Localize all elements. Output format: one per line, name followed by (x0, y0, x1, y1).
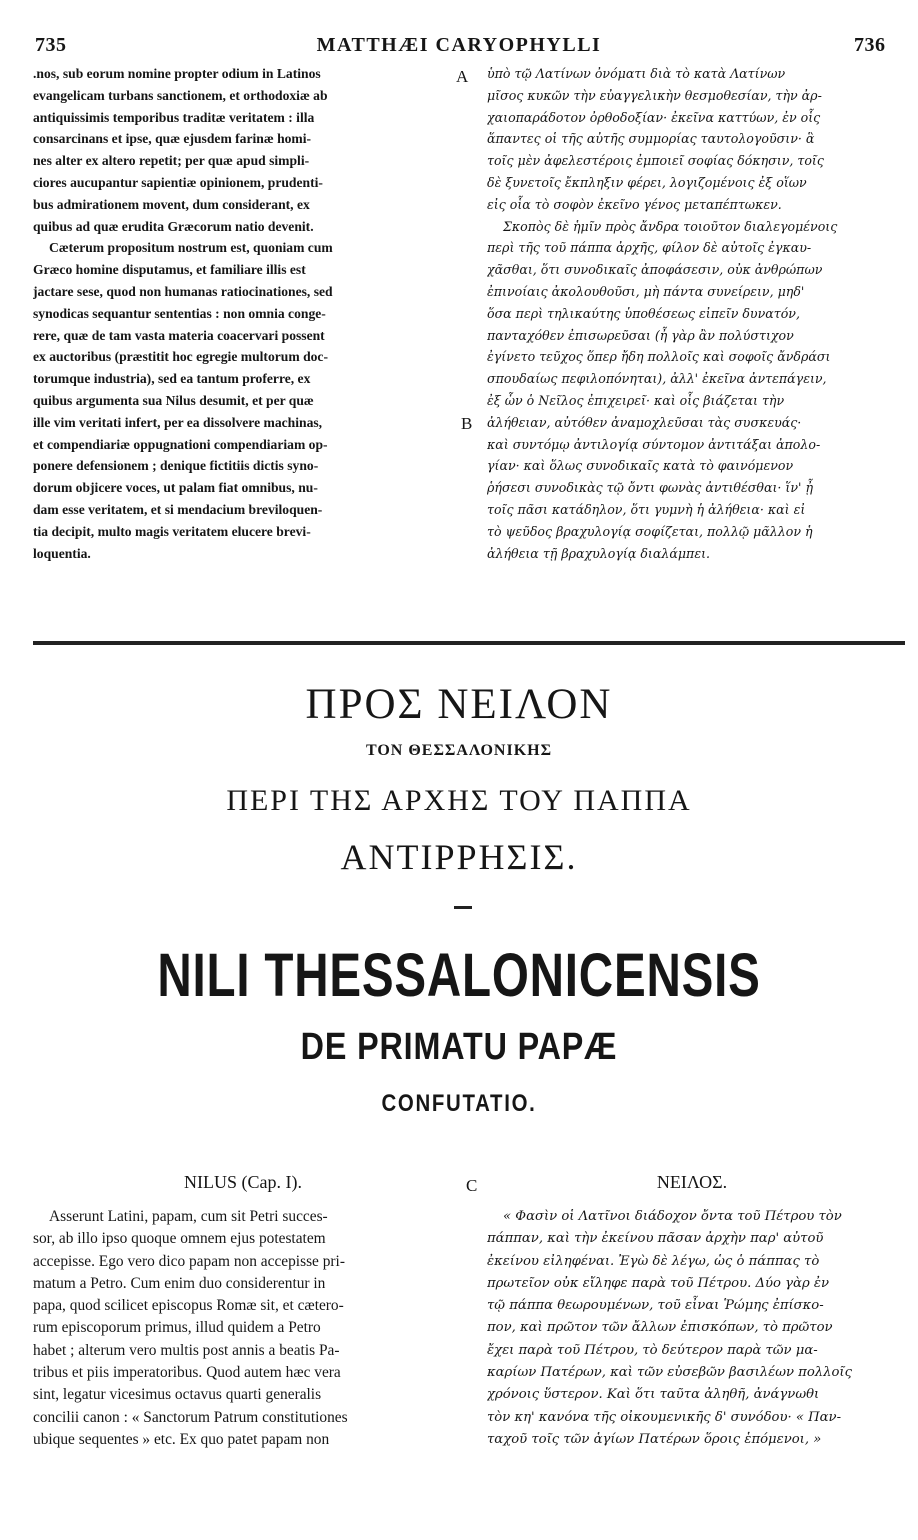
text-line: loquentia. (33, 545, 91, 561)
greek-section-heading: ΝΕΙΛΟΣ. (656, 1172, 728, 1192)
text-line: ἐγίνετο τεῦχος ὅπερ ἤδη πολλοῖς καὶ σοφοῖς ἄνδράσι (487, 349, 831, 365)
margin-letter-c: C (466, 1176, 478, 1195)
greek-title: ΠΡΟΣ ΝΕΙΛΟΝ (305, 681, 613, 728)
text-line: ciores aucupantur sapientiæ opinionem, prudenti- (33, 174, 323, 190)
margin-letter-b: B (461, 414, 473, 433)
text-line: dorum objicere voces, ut palam fiat omnibus, nu- (33, 480, 318, 496)
latin-section-heading: NILUS (Cap. I). (184, 1172, 302, 1192)
text-line: τῷ πάππα θεωρουμένων, τοῦ εἶναι Ῥώμης ἐπίσκο- (487, 1298, 824, 1314)
text-line: τοῖς μὲν ἀφελεστέροις ἐμποιεῖ σοφίας δόκησιν, τοῖς (487, 153, 824, 169)
page-number-right: 736 (854, 34, 886, 56)
text-line: χᾶσθαι, ὅτι συνοδικαῖς ἀποφάσεσιν, οὐκ ἀνθρώπων (487, 262, 823, 278)
text-line: ponere defensionem ; denique fictitiis dictis syno- (33, 458, 319, 474)
text-line: χρόνοις ὕστερον. Καὶ ὅτι ταῦτα ἀληθῆ, ἀνάγνωθι (487, 1387, 820, 1403)
text-line: πρωτεῖον οὐκ εἴληφε παρὰ τοῦ Πέτρου. Δύο γὰρ ἐν (487, 1275, 829, 1291)
text-line: sint, legatur vicesimus octavus quarti generalis (33, 1386, 322, 1404)
text-line: torumque industria), sed ea tantum proferre, ex (33, 371, 311, 387)
text-line: Cæterum propositum nostrum est, quoniam cum (49, 240, 333, 256)
text-line: jactare sese, quod non humanas ratiocinationes, sed (33, 283, 333, 299)
text-line: πον, καὶ πρῶτον τῶν ἄλλων ἐπισκόπων, τὸ πρῶτον (487, 1320, 833, 1336)
text-line: nes alter ex altero repetit; per quæ apud simpli- (33, 153, 310, 169)
text-line: ille vim veritati infert, per ea dissolvere machinas, (33, 414, 323, 430)
text-line: Σκοπὸς δὲ ἡμῖν πρὸς ἄνδρα τοιοῦτον διαλεγομένοις (503, 218, 838, 234)
text-line: sor, ab illo ipso quoque omnem ejus potestatem (33, 1230, 326, 1248)
text-line: tribus et piis imperatoribus. Quod autem hæc vera (33, 1364, 341, 1382)
text-line: Græco homine disputamus, et familiare illis est (33, 262, 306, 278)
latin-title-line2: DE PRIMATU PAPÆ (300, 1026, 618, 1068)
text-line: δὲ ξυνετοῖς ἔκπληξιν φέρει, λογιζομένοις ἐξ οἵων (487, 174, 807, 190)
text-line: καὶ συντόμῳ ἀντιλογίᾳ σύντομον ἀντιτάξαι ἀπολο- (487, 436, 821, 452)
greek-title-line3: ΠΕΡΙ ΤΗΣ ΑΡΧΗΣ ΤΟΥ ΠΑΠΠΑ (226, 784, 692, 817)
text-line: ἀλήθειαν, αὐτόθεν ἀναμοχλεῦσαι τὰς συσκευάς· (487, 414, 802, 430)
text-line: dam esse veritatem, et si mendacium breviloquen- (33, 501, 323, 517)
title-dash (454, 906, 472, 909)
text-line: quibus ad quæ erudita Græcorum natio devenit. (33, 218, 314, 234)
text-line: τοῖς πᾶσι κατάδηλον, ὅτι γυμνὴ ἡ ἀλήθεια· καὶ εἰ (487, 501, 806, 517)
latin-column-top (33, 63, 453, 564)
text-line: bus admirationem movent, dum considerant, ex (33, 196, 310, 212)
latin-title: NILI THESSALONICENSIS (157, 941, 761, 1009)
text-line: ἔχει παρὰ τοῦ Πέτρου, τὸ δεύτερον παρὰ τῶν μα- (487, 1342, 818, 1358)
text-line: accepisse. Ego vero dico papam non accepisse pri- (33, 1252, 345, 1270)
text-line: quibus argumenta sua Nilus desumit, et per quæ (33, 392, 314, 408)
text-line: habet ; alterum vero multis post annis a beatis Pa- (33, 1341, 340, 1359)
text-line: πανταχόθεν ἐπισωρεῦσαι (ἦ γὰρ ἂν πολύστιχον (487, 327, 794, 343)
text-line: μῖσος κυκῶν τὴν εὐαγγελικὴν θεσμοθεσίαν, τὴν ἀρ- (487, 87, 822, 103)
greek-column-top (487, 63, 897, 564)
text-line: ῥήσεσι συνοδικὰς τῷ ὄντι φωνὰς ἀντιθέσθαι· ἵν' ᾖ (487, 480, 813, 496)
text-line: ex auctoribus (præstitit hoc egregie multorum doc- (33, 349, 328, 365)
page-number-left: 735 (35, 34, 67, 56)
text-line: matum a Petro. Cum enim duo considerentur in (33, 1274, 326, 1292)
text-line: ἐκείνου εἰληφέναι. Ἐγὼ δὲ λέγω, ὡς ὁ πάππας τὸ (487, 1253, 820, 1269)
text-line: σπουδαίως πεφιλοπόνηται), ἀλλ' ἐκεῖνα ἀντεπάγειν, (487, 371, 827, 387)
text-line: concilii canon : « Sanctorum Patrum constitutiones (33, 1408, 348, 1426)
text-line: τὸ ψεῦδος βραχυλογίᾳ σοφίζεται, πολλῷ μᾶλλον ἡ (487, 523, 813, 539)
text-line: ἐξ ὧν ὁ Νεῖλος ἐπιχειρεῖ· καὶ οἷς βιάζεται τὴν (487, 392, 785, 408)
text-line: ἀλήθεια τῇ βραχυλογίᾳ διαλάμπει. (487, 545, 711, 561)
text-line: πάππαν, καὶ τὴν ἐκείνου πᾶσαν ἀρχὴν παρ' αὐτοῦ (487, 1231, 824, 1247)
text-line: εἰς οἷα τὸ σοφὸν ἐκεῖνο γένος μεταπέπτωκεν. (487, 196, 782, 212)
text-line: περὶ τῆς τοῦ πάππα ἀρχῆς, φίλον δὲ αὐτοῖς ἐγκαυ- (487, 240, 812, 256)
text-line: χαιοπαράδοτον ὀρθοδοξίαν· ἐκεῖνα καττύων, ἐν οἷς (487, 109, 821, 125)
text-line: ὑπὸ τῷ Λατίνων ὀνόματι διὰ τὸ κατὰ Λατίνων (487, 66, 786, 81)
text-line: consarcinans et ipse, quæ ejusdem farinæ homi- (33, 131, 312, 147)
text-line: .nos, sub eorum nomine propter odium in Latinos (33, 66, 321, 81)
text-line: synodicas sequantur sententias : non omnia conge- (33, 305, 326, 321)
text-line: antiquissimis temporibus traditæ veritatem : illa (33, 109, 315, 125)
running-title: MATTHÆI CARYOPHYLLI (316, 34, 602, 56)
text-line: et compendiariæ oppugnationi compendiariam op- (33, 436, 328, 452)
latin-title-line3: CONFUTATIO. (381, 1090, 537, 1117)
section-rule (33, 641, 905, 645)
text-line: ἅπαντες οἱ τῆς αὐτῆς συμμορίας ταυτολογοῦσιν· ἃ (487, 131, 815, 147)
text-line: tia decipit, multo magis veritatem elucere brevi- (33, 523, 311, 539)
text-line: ubique sequentes » etc. Ex quo patet papam non (33, 1430, 330, 1448)
text-line: rere, quæ de tam vasta materia coacervari possent (33, 327, 325, 343)
text-line: ταχοῦ τοῖς τῶν ἁγίων Πατέρων ὅροις ἑπόμενοι, » (487, 1431, 822, 1447)
text-line: ἐπινοίαις ἀκολουθοῦσι, μὴ πάντα συνείρειν, μηδ' (487, 283, 805, 299)
text-line: Asserunt Latini, papam, cum sit Petri succes- (49, 1208, 328, 1225)
text-line: τὸν κη' κανόνα τῆς οἰκουμενικῆς δ' συνόδου· « Παν- (487, 1409, 842, 1425)
greek-subtitle: ΤΟΝ ΘΕΣΣΑΛΟΝΙΚΗΣ (365, 742, 553, 759)
text-line: καρίων Πατέρων, καὶ τῶν εὐσεβῶν βασιλέων πολλοῖς (487, 1365, 852, 1381)
text-line: « Φασὶν οἱ Λατῖνοι διάδοχον ὄντα τοῦ Πέτρου τὸν (503, 1209, 842, 1224)
margin-letter-a: A (456, 67, 469, 86)
text-line: rum episcoporum primus, illud quidem a Petro (33, 1319, 321, 1337)
text-line: γίαν· καὶ ὅλως συνοδικαῖς κατὰ τὸ φαινόμενον (487, 458, 794, 474)
greek-title-line4: ΑΝΤΙΡΡΗΣΙΣ. (340, 837, 578, 877)
greek-column-bottom (487, 1206, 897, 1451)
latin-column-bottom (33, 1206, 453, 1451)
text-line: papa, quod scilicet episcopus Romæ sit, et cætero- (33, 1297, 344, 1315)
text-line: evangelicam turbans sanctionem, et orthodoxiæ ab (33, 87, 328, 103)
text-line: ὅσα περὶ τηλικαύτης ὑποθέσεως εἰπεῖν δυνατόν, (487, 305, 800, 321)
